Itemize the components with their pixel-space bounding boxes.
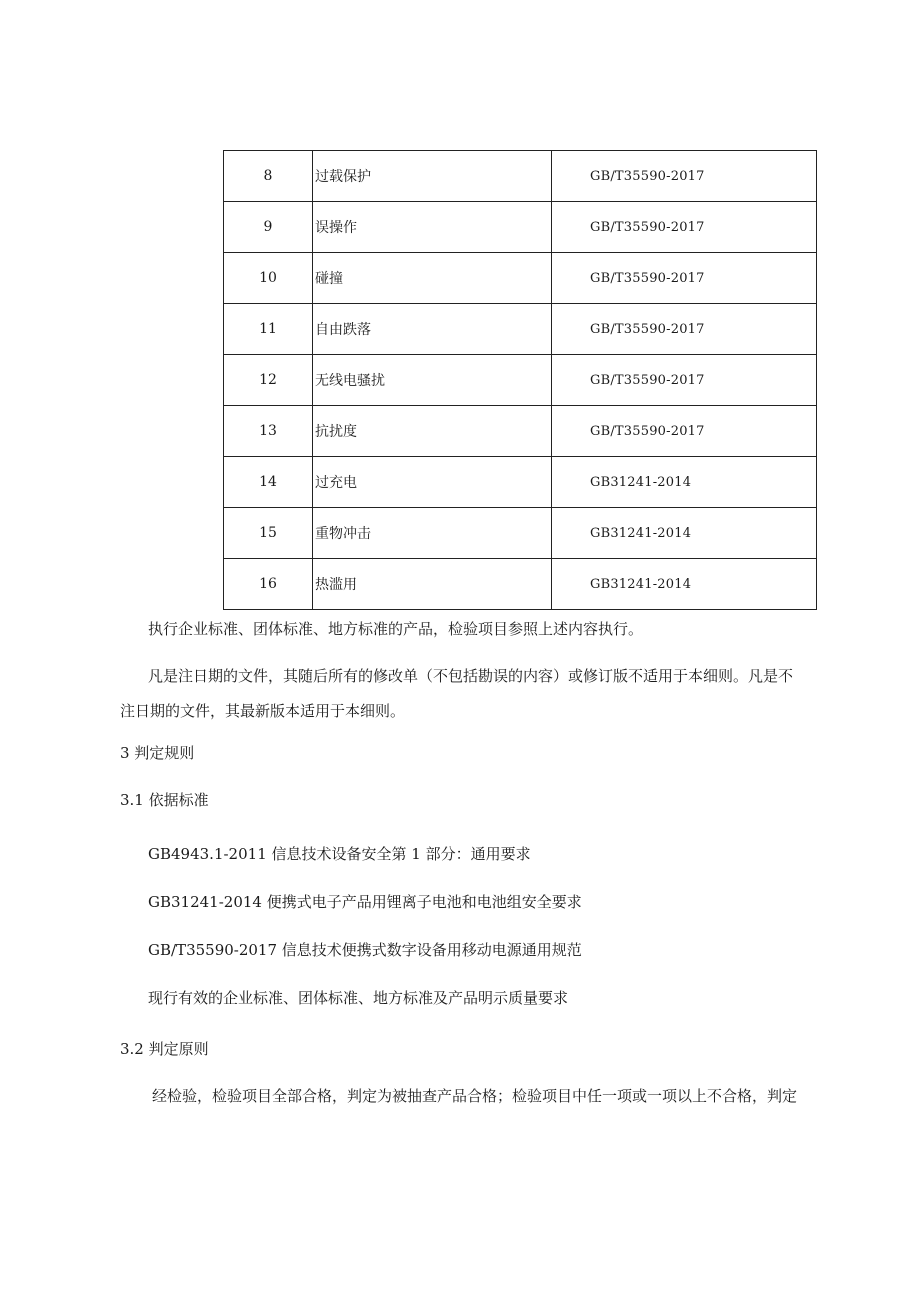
standard-item-3: GB/T35590-2017 信息技术便携式数字设备用移动电源通用规范 [148,941,582,959]
inspection-item: 无线电骚扰 [313,355,552,406]
standard-code: GB/T35590-2017 [552,304,817,355]
para-enterprise-standards: 执行企业标准、团体标准、地方标准的产品，检验项目参照上述内容执行。 [148,620,644,638]
table-row [224,202,817,253]
inspection-item: 过载保护 [313,151,552,202]
para-dated-documents-line1: 凡是注日期的文件，其随后所有的修改单（不包括勘误的内容）或修订版不适用于本细则。凡是不 [148,667,794,685]
standard-code: GB/T35590-2017 [552,151,817,202]
standard-code: GB/T35590-2017 [552,253,817,304]
inspection-item: 过充电 [313,457,552,508]
table-row [224,406,817,457]
table-row [224,457,817,508]
table-row [224,151,817,202]
inspection-items-table [223,150,817,610]
table-row [224,253,817,304]
inspection-item: 误操作 [313,202,552,253]
heading-judgement-rules: 3 判定规则 [120,744,195,762]
standard-item-2: GB31241-2014 便携式电子产品用锂离子电池和电池组安全要求 [148,893,582,911]
inspection-item: 重物冲击 [313,508,552,559]
standard-code: GB/T35590-2017 [552,202,817,253]
standard-code: GB31241-2014 [552,559,817,610]
table-row [224,508,817,559]
row-number: 11 [224,304,313,355]
table-row [224,559,817,610]
row-number: 10 [224,253,313,304]
inspection-item: 抗扰度 [313,406,552,457]
inspection-item: 自由跌落 [313,304,552,355]
heading-judgement-principle: 3.2 判定原则 [120,1040,209,1058]
row-number: 8 [224,151,313,202]
heading-basis-standards: 3.1 依据标准 [120,791,209,809]
standard-code: GB/T35590-2017 [552,355,817,406]
row-number: 9 [224,202,313,253]
inspection-item: 热滥用 [313,559,552,610]
row-number: 12 [224,355,313,406]
table-row [224,355,817,406]
para-judgement-principle: 经检验，检验项目全部合格，判定为被抽查产品合格；检验项目中任一项或一项以上不合格，判定 [152,1087,798,1105]
row-number: 15 [224,508,313,559]
standard-item-1: GB4943.1-2011 信息技术设备安全第 1 部分：通用要求 [148,845,531,863]
inspection-item: 碰撞 [313,253,552,304]
row-number: 13 [224,406,313,457]
table-row [224,304,817,355]
standard-code: GB31241-2014 [552,508,817,559]
para-dated-documents-line2: 注日期的文件，其最新版本适用于本细则。 [120,702,406,720]
row-number: 14 [224,457,313,508]
standard-code: GB/T35590-2017 [552,406,817,457]
standard-code: GB31241-2014 [552,457,817,508]
standard-item-4: 现行有效的企业标准、团体标准、地方标准及产品明示质量要求 [148,989,569,1007]
row-number: 16 [224,559,313,610]
